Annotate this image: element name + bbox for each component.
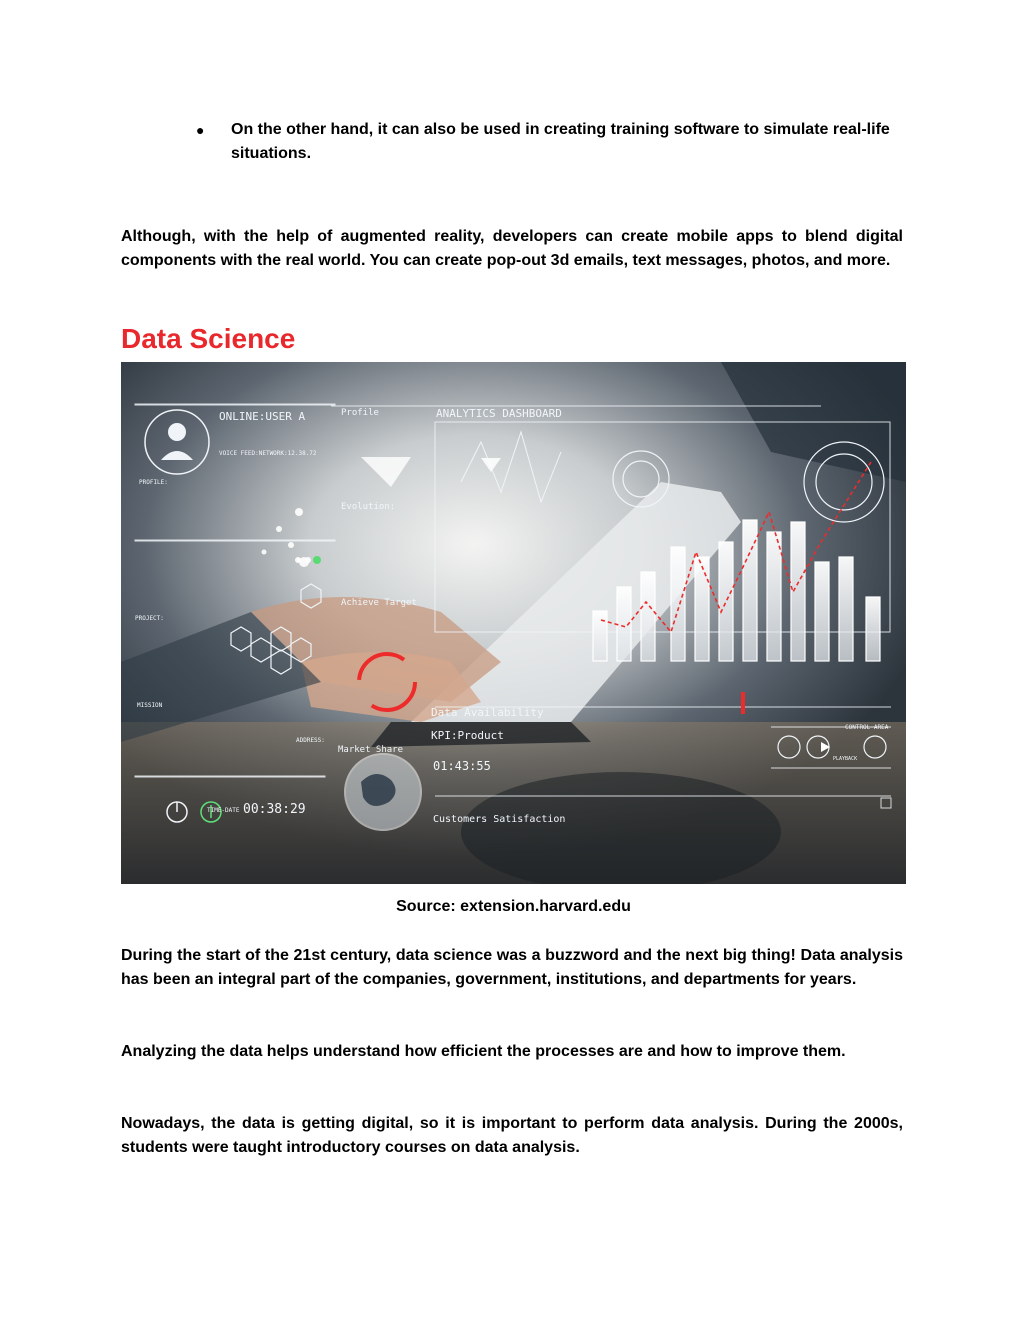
hud-project: PROJECT: — [135, 615, 164, 622]
hud-voice-feed: VOICE FEED:NETWORK:12.38.72 — [219, 450, 317, 457]
hud-kpi: KPI:Product — [431, 729, 504, 742]
section-heading: Data Science — [121, 323, 296, 354]
paragraph-analyzing-data: Analyzing the data helps understand how efficient the processes are and how to improve them. — [121, 1043, 846, 1060]
paragraph-augmented-reality: Although, with the help of augmented reality, developers can create mobile apps to blend digital components with the real world. You can create pop-out 3d emails, text messages, photos, and more. — [121, 228, 903, 269]
paragraph-data-science-history: During the start of the 21st century, data science was a buzzword and the next big thing! Data analysis has been an integral part of the companies, government, institutions, and departments for years. — [121, 947, 903, 988]
hud-kpi-time: 01:43:55 — [433, 759, 491, 773]
hud-time-date-label: TIME-DATE — [207, 807, 240, 814]
hud-control-area: CONTROL-AREA — [845, 724, 889, 731]
hud-dashboard-title: ANALYTICS DASHBOARD — [436, 407, 562, 420]
image-caption: Source: extension.harvard.edu — [396, 898, 631, 915]
bullet-text: On the other hand, it can also be used in creating training software to simulate real-life situations. — [231, 121, 890, 162]
hud-evolution: Evolution: — [341, 502, 396, 512]
hud-target: Achieve Target — [341, 598, 417, 608]
hud-satisfaction: Customers Satisfaction — [433, 814, 566, 825]
bullet-item — [196, 118, 896, 166]
bullet-list — [196, 118, 896, 166]
hud-market: Market Share — [338, 745, 404, 755]
hud-time-date-value: 00:38:29 — [243, 802, 306, 817]
hud-online-user: ONLINE:USER A — [219, 410, 306, 423]
paragraph-digital-data: Nowadays, the data is getting digital, so it is important to perform data analysis. During the 2000s, students were taught introductory courses on data analysis. — [121, 1115, 903, 1156]
hud-playback: PLAYBACK — [833, 756, 858, 762]
hud-address: ADDRESS: — [296, 737, 325, 744]
hud-profile-tab: Profile — [341, 408, 379, 418]
hud-profile-label: PROFILE: — [139, 479, 168, 486]
hud-availability: Data Availability — [431, 706, 544, 719]
data-science-photo — [121, 362, 906, 884]
bullet-dot: ● — [196, 122, 205, 138]
photo-illustration — [121, 362, 906, 884]
hud-mission: MISSION — [137, 702, 163, 709]
